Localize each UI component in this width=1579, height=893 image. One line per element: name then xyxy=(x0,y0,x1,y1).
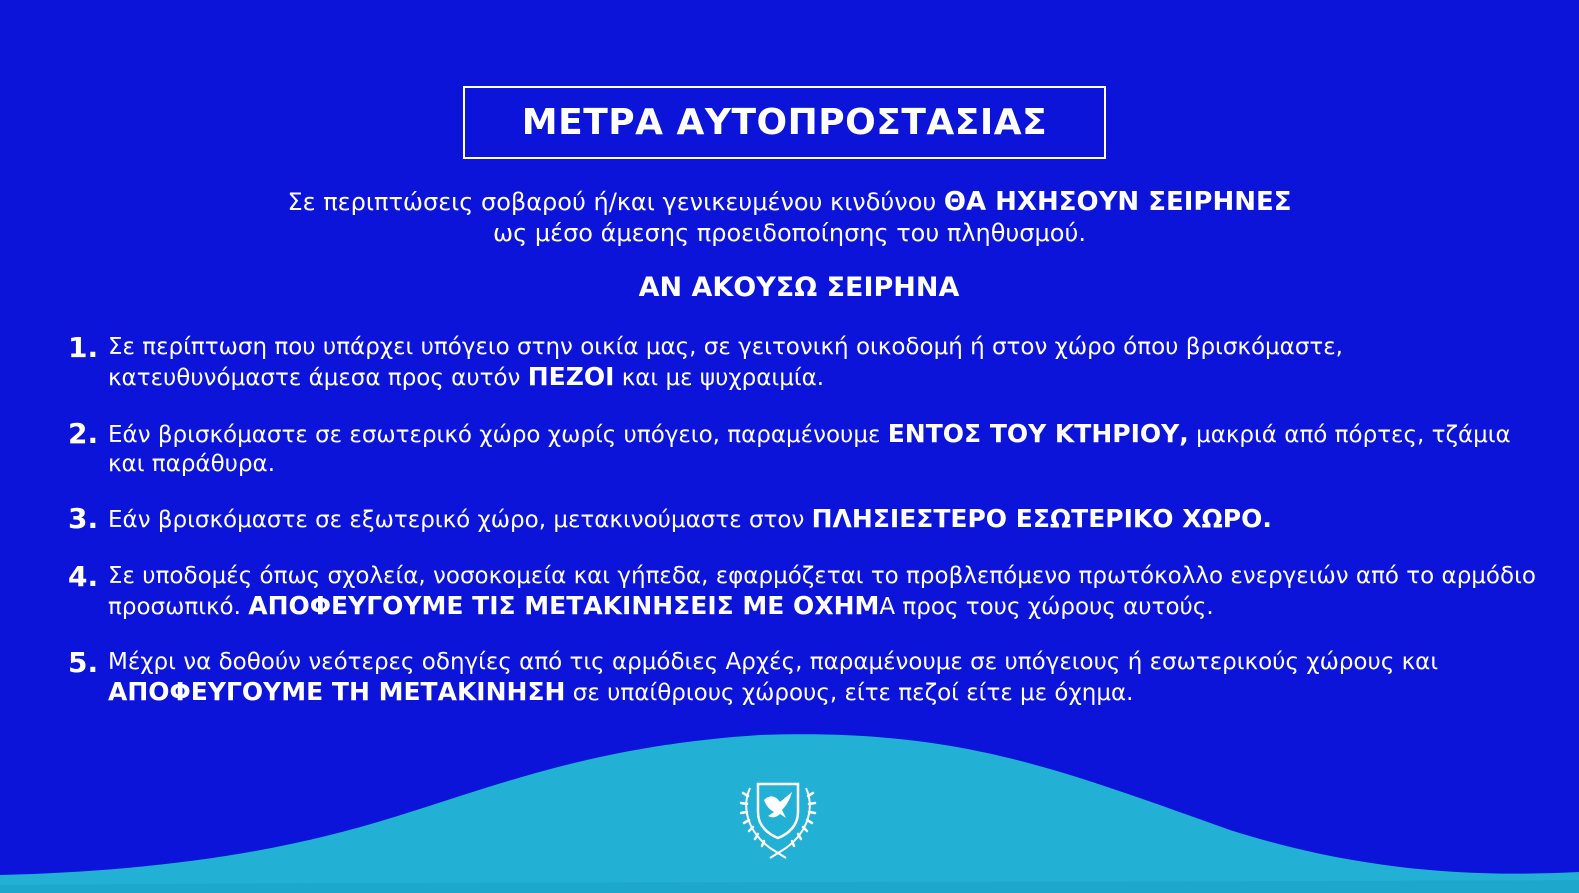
item-text xyxy=(108,333,1538,393)
item-number: 1. xyxy=(68,331,99,364)
subheading: ΑΝ ΑΚΟΥΣΩ ΣΕΙΡΗΝΑ xyxy=(638,272,960,303)
item-text xyxy=(108,419,1538,479)
item-text-part: σε υπαίθριους χώρους, είτε πεζοί είτε με όχημα. xyxy=(565,680,1134,706)
item-bold-text: ΠΕΖΟΙ xyxy=(527,362,615,391)
intro-line-1-bold: ΘΑ ΗΧΗΣΟΥΝ ΣΕΙΡΗΝΕΣ xyxy=(943,187,1292,217)
item-text-part: Μέχρι να δοθούν νεότερες οδηγίες από τις αρμόδιες Αρχές, παραμένουμε σε υπόγειους ή εσωτερικούς χώρους και xyxy=(108,649,1439,675)
cyprus-coat-of-arms-icon xyxy=(736,778,820,860)
item-text xyxy=(108,562,1538,622)
item-text-part: Α προς τους χώρους αυτούς. xyxy=(879,594,1214,620)
item-bold-text: ΠΛΗΣΙΕΣΤΕΡΟ ΕΣΩΤΕΡΙΚΟ ΧΩΡΟ. xyxy=(811,504,1272,533)
page-title: ΜΕΤΡΑ ΑΥΤΟΠΡΟΣΤΑΣΙΑΣ xyxy=(521,102,1048,143)
item-text-part: και με ψυχραιμία. xyxy=(614,365,825,391)
item-number: 2. xyxy=(68,417,99,450)
item-number: 3. xyxy=(68,502,99,535)
emblem-dove xyxy=(764,792,792,818)
list-item xyxy=(68,333,1538,393)
intro-paragraph xyxy=(0,187,1579,249)
item-text xyxy=(108,504,1538,535)
list-item xyxy=(68,419,1538,479)
item-number: 5. xyxy=(68,646,99,679)
item-text-part: Εάν βρισκόμαστε σε εξωτερικό χώρο, μετακινούμαστε στον xyxy=(108,507,812,533)
item-text xyxy=(108,648,1538,708)
item-bold-text: ΕΝΤΟΣ ΤΟΥ ΚΤΗΡΙΟΥ, xyxy=(887,419,1189,448)
list-item xyxy=(68,648,1538,708)
item-text-part: μακριά από πόρτες, τζάμια και παράθυρα. xyxy=(108,422,1511,477)
list-item xyxy=(68,504,1538,535)
item-bold-text: ΑΠΟΦΕΥΓΟΥΜΕ ΤΗ ΜΕΤΑΚΙΝΗΣΗ xyxy=(108,677,566,706)
item-text-part: Σε περίπτωση που υπάρχει υπόγειο στην οικία μας, σε γειτονική οικοδομή ή στον χώρο όπου βρισκόμαστε, κατευθυνόμαστε άμεσα προς αυτόν xyxy=(108,334,1343,391)
intro-line-1 xyxy=(0,187,1579,218)
item-text-part: Σε υποδομές όπως σχολεία, νοσοκομεία και γήπεδα, εφαρμόζεται το προβλεπόμενο πρωτόκολλο ενεργειών από το αρμόδιο προσωπικό. xyxy=(108,563,1536,620)
emblem-stems xyxy=(770,848,786,858)
list-item xyxy=(68,562,1538,622)
intro-line-1-text: Σε περιπτώσεις σοβαρού ή/και γενικευμένου κινδύνου xyxy=(287,188,944,216)
intro-line-2: ως μέσο άμεσης προειδοποίησης του πληθυσμού. xyxy=(493,219,1086,247)
item-text-part: Εάν βρισκόμαστε σε εσωτερικό χώρο χωρίς υπόγειο, παραμένουμε xyxy=(108,422,888,448)
item-bold-text: ΑΠΟΦΕΥΓΟΥΜΕ ΤΙΣ ΜΕΤΑΚΙΝΗΣΕΙΣ ΜΕ ΟΧΗΜ xyxy=(248,591,880,620)
title-box xyxy=(463,86,1106,159)
item-number: 4. xyxy=(68,560,99,593)
